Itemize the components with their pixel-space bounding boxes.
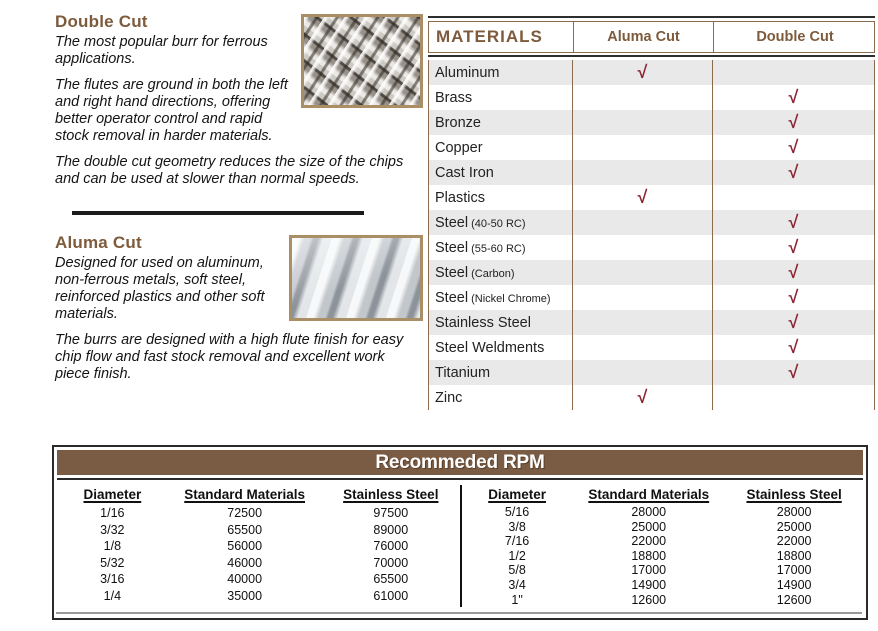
rpm-value: 28000 xyxy=(776,505,812,519)
rpm-row xyxy=(61,555,456,572)
rpm-box-shadow-line xyxy=(56,612,862,614)
rpm-value: 1/2 xyxy=(508,548,526,563)
materials-table-top-rule xyxy=(428,16,875,18)
rpm-value: 76000 xyxy=(373,539,409,553)
materials-table-header xyxy=(428,21,875,53)
material-row xyxy=(429,110,874,135)
rpm-value: 5/16 xyxy=(504,505,530,519)
rpm-column-header: Stainless Steel xyxy=(343,487,439,502)
rpm-value: 18800 xyxy=(631,548,667,563)
aluma-cut-check xyxy=(572,310,712,335)
material-name: Steel (55-60 RC) xyxy=(435,239,526,256)
aluma-cut-check xyxy=(572,360,712,385)
rpm-value: 56000 xyxy=(227,539,263,553)
aluma-cut-check xyxy=(572,135,712,160)
material-row xyxy=(429,135,874,160)
rpm-value: 7/16 xyxy=(504,534,530,549)
aluma-cut-check xyxy=(572,235,712,260)
rpm-half xyxy=(57,485,460,607)
rpm-row xyxy=(61,571,456,588)
materials-table xyxy=(428,16,875,410)
double-cut-check: √ xyxy=(712,360,874,385)
aluma-cut-paragraph: Designed for used on aluminum, non-ferrous metals, soft steel, reinforced plastics and other soft materials. xyxy=(55,255,265,322)
rpm-value: 3/4 xyxy=(508,577,526,592)
material-name: Titanium xyxy=(435,364,491,381)
rpm-value: 17000 xyxy=(776,563,812,578)
rpm-value: 3/16 xyxy=(100,572,125,586)
material-row xyxy=(429,85,874,110)
rpm-row xyxy=(466,563,859,578)
rpm-value: 65500 xyxy=(227,522,263,537)
double-cut-check: √ xyxy=(712,110,874,135)
rpm-value: 17000 xyxy=(631,563,667,578)
material-note: (40-50 RC) xyxy=(468,217,526,230)
material-name: Brass xyxy=(435,89,473,106)
aluma-cut-section xyxy=(55,233,423,392)
material-row xyxy=(429,335,874,360)
material-name: Aluminum xyxy=(435,64,500,81)
material-name: Copper xyxy=(435,139,483,156)
double-cut-check xyxy=(712,60,874,85)
material-name: Cast Iron xyxy=(435,164,494,181)
rpm-column-header: Standard Materials xyxy=(184,487,306,502)
double-cut-check xyxy=(712,185,874,210)
materials-header-label: MATERIALS xyxy=(436,27,543,46)
material-name: Bronze xyxy=(435,114,481,131)
material-row xyxy=(429,210,874,235)
rpm-row xyxy=(466,534,859,549)
materials-header-rule xyxy=(428,55,875,57)
aluma-cut-check xyxy=(572,210,712,235)
material-name: Stainless Steel xyxy=(435,314,531,331)
material-name: Steel (Nickel Chrome) xyxy=(435,289,551,306)
rpm-row xyxy=(466,549,859,564)
burr-descriptions xyxy=(55,12,423,392)
rpm-value: 3/32 xyxy=(100,522,125,537)
material-row xyxy=(429,285,874,310)
material-row xyxy=(429,260,874,285)
aluma-cut-check xyxy=(572,110,712,135)
rpm-tables xyxy=(57,480,863,615)
material-row xyxy=(429,235,874,260)
rpm-value: 40000 xyxy=(227,572,263,586)
rpm-value: 61000 xyxy=(373,588,409,603)
aluma-cut-check xyxy=(572,285,712,310)
double-cut-burr-photo xyxy=(301,14,423,108)
materials-table-body xyxy=(428,60,875,410)
double-cut-paragraph: The most popular burr for ferrous applications. xyxy=(55,34,268,67)
double-cut-check: √ xyxy=(712,135,874,160)
rpm-row xyxy=(61,522,456,539)
material-name: Plastics xyxy=(435,189,485,206)
rpm-header-row xyxy=(61,485,456,505)
material-name: Steel (Carbon) xyxy=(435,264,515,281)
rpm-value: 1/16 xyxy=(100,506,125,520)
material-note: (Nickel Chrome) xyxy=(468,292,551,305)
rpm-value: 35000 xyxy=(227,588,263,603)
material-row xyxy=(429,185,874,210)
rpm-value: 14900 xyxy=(776,577,812,592)
material-row xyxy=(429,160,874,185)
rpm-header-row xyxy=(466,485,859,505)
double-cut-check: √ xyxy=(712,310,874,335)
rpm-column-header: Diameter xyxy=(488,487,546,502)
rpm-column-header: Stainless Steel xyxy=(746,487,842,502)
material-row xyxy=(429,385,874,410)
material-note: (Carbon) xyxy=(468,267,515,280)
double-cut-column-header: Double Cut xyxy=(713,22,876,52)
double-cut-paragraph: The double cut geometry reduces the size of the chips and can be used at slower than normal speeds. xyxy=(55,154,404,187)
aluma-cut-column-header: Aluma Cut xyxy=(573,22,713,52)
material-name: Steel (40-50 RC) xyxy=(435,214,526,231)
aluma-cut-burr-photo xyxy=(289,235,423,321)
double-cut-check: √ xyxy=(712,335,874,360)
rpm-value: 65500 xyxy=(373,572,409,586)
material-row xyxy=(429,360,874,385)
rpm-row xyxy=(61,538,456,555)
rpm-column-header: Standard Materials xyxy=(588,487,710,502)
rpm-value: 89000 xyxy=(373,522,409,537)
rpm-value: 1/8 xyxy=(103,539,122,553)
aluma-cut-check xyxy=(572,85,712,110)
double-cut-check: √ xyxy=(712,235,874,260)
double-cut-title: Double Cut xyxy=(55,12,148,31)
double-cut-check: √ xyxy=(712,85,874,110)
rpm-value: 22000 xyxy=(631,534,667,549)
double-cut-check xyxy=(712,385,874,410)
rpm-value: 46000 xyxy=(227,555,263,570)
aluma-cut-check: √ xyxy=(572,185,712,210)
rpm-row xyxy=(61,505,456,522)
rpm-value: 12600 xyxy=(631,592,667,607)
double-cut-paragraph: The flutes are ground in both the left and right hand directions, offering better operator control and rapid stock removal in harder materials. xyxy=(55,77,288,144)
rpm-value: 14900 xyxy=(631,577,667,592)
double-cut-check: √ xyxy=(712,260,874,285)
material-name: Steel Weldments xyxy=(435,339,545,356)
rpm-value: 72500 xyxy=(227,506,263,520)
rpm-value: 97500 xyxy=(373,506,409,520)
section-divider xyxy=(72,211,364,215)
rpm-value: 25000 xyxy=(631,519,667,534)
rpm-banner-title: Recommeded RPM xyxy=(57,450,863,475)
aluma-cut-check: √ xyxy=(572,60,712,85)
rpm-value: 25000 xyxy=(776,519,812,534)
rpm-row xyxy=(466,593,859,608)
double-cut-check: √ xyxy=(712,160,874,185)
material-name: Zinc xyxy=(435,389,463,406)
rpm-row xyxy=(61,588,456,605)
rpm-value: 5/8 xyxy=(508,563,526,578)
rpm-value: 3/8 xyxy=(508,519,526,534)
rpm-value: 12600 xyxy=(776,592,812,607)
rpm-row xyxy=(466,520,859,535)
rpm-value: 18800 xyxy=(776,548,812,563)
rpm-value: 1" xyxy=(511,592,523,607)
rpm-value: 22000 xyxy=(776,534,812,549)
aluma-cut-check xyxy=(572,335,712,360)
rpm-row xyxy=(466,578,859,593)
material-row xyxy=(429,310,874,335)
aluma-cut-check xyxy=(572,260,712,285)
double-cut-check: √ xyxy=(712,210,874,235)
rpm-value: 5/32 xyxy=(100,555,125,570)
rpm-row xyxy=(466,505,859,520)
recommended-rpm-box xyxy=(52,445,868,620)
aluma-cut-paragraph: The burrs are designed with a high flute finish for easy chip flow and fast stock removal and excellent work piece finish. xyxy=(55,332,404,382)
rpm-value: 70000 xyxy=(373,555,409,570)
rpm-value: 1/4 xyxy=(103,588,122,603)
rpm-value: 28000 xyxy=(631,505,667,519)
double-cut-section xyxy=(55,12,423,197)
material-row xyxy=(429,60,874,85)
aluma-cut-title: Aluma Cut xyxy=(55,233,142,252)
aluma-cut-check xyxy=(572,160,712,185)
rpm-column-header: Diameter xyxy=(83,487,142,502)
rpm-half xyxy=(460,485,863,607)
aluma-cut-check: √ xyxy=(572,385,712,410)
material-note: (55-60 RC) xyxy=(468,242,526,255)
double-cut-check: √ xyxy=(712,285,874,310)
